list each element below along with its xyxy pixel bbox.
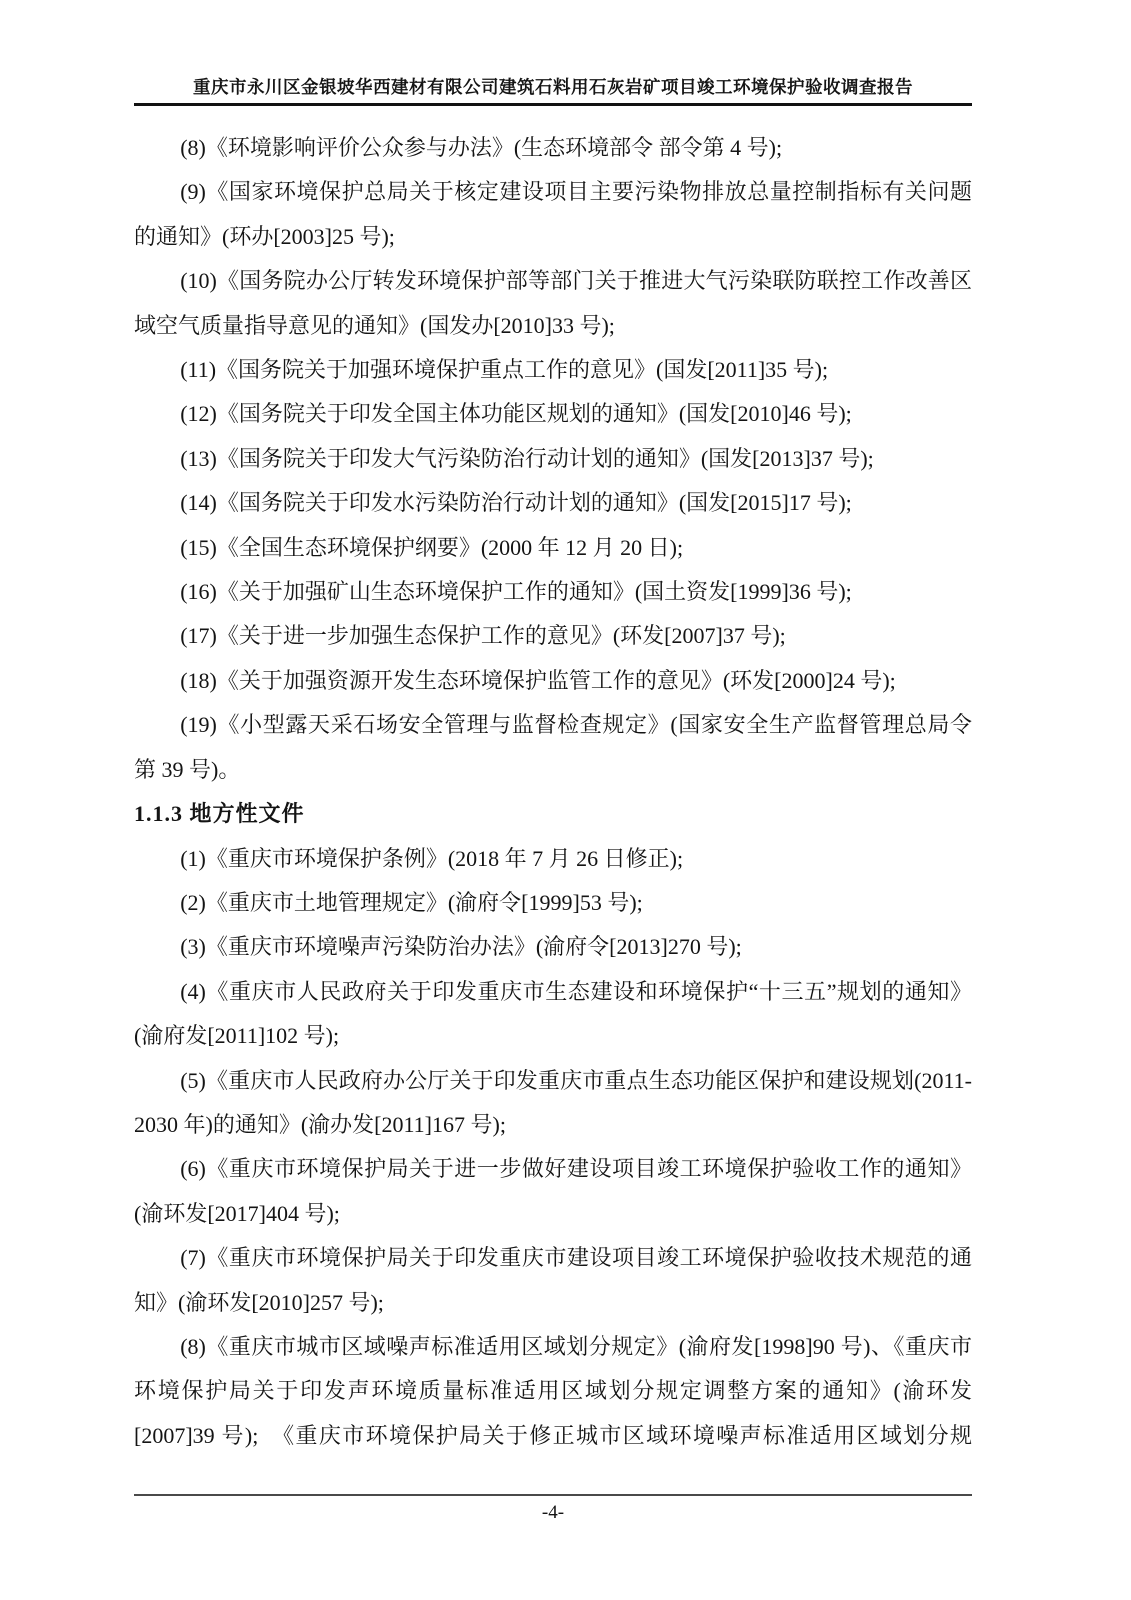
list-item: (5)《重庆市人民政府办公厅关于印发重庆市重点生态功能区保护和建设规划(2011-2030 年)的通知》(渝办发[2011]167 号);: [134, 1067, 972, 1137]
list-item: (19)《小型露天采石场安全管理与监督检查规定》(国家安全生产监督管理总局令第 39 号)。: [134, 712, 972, 782]
footer-rule: [134, 1494, 972, 1496]
list-item: (1)《重庆市环境保护条例》(2018 年 7 月 26 日修正);: [180, 845, 684, 871]
list-item: (6)《重庆市环境保护局关于进一步做好建设项目竣工环境保护验收工作的通知》(渝环发[2017]404 号);: [134, 1156, 972, 1226]
list-item: (13)《国务院关于印发大气污染防治行动计划的通知》(国发[2013]37 号);: [180, 445, 874, 471]
section-heading: 1.1.3 地方性文件: [134, 801, 305, 827]
list-item: (4)《重庆市人民政府关于印发重庆市生态建设和环境保护“十三五”规划的通知》(渝府发[2011]102 号);: [134, 978, 972, 1049]
list-item: (11)《国务院关于加强环境保护重点工作的意见》(国发[2011]35 号);: [180, 357, 829, 383]
list-item: (18)《关于加强资源开发生态环境保护监管工作的意见》(环发[2000]24 号);: [180, 667, 896, 693]
list-item: (7)《重庆市环境保护局关于印发重庆市建设项目竣工环境保护验收技术规范的通知》(渝环发[2010]257 号);: [134, 1245, 972, 1315]
list-item: (10)《国务院办公厅转发环境保护部等部门关于推进大气污染联防联控工作改善区域空气质量指导意见的通知》(国发办[2010]33 号);: [134, 268, 972, 338]
header-title: 重庆市永川区金银坡华西建材有限公司建筑石料用石灰岩矿项目竣工环境保护验收调查报告: [193, 77, 913, 97]
list-item: (3)《重庆市环境噪声污染防治办法》(渝府令[2013]270 号);: [180, 934, 742, 960]
list-item: (12)《国务院关于印发全国主体功能区规划的通知》(国发[2010]46 号);: [180, 401, 852, 427]
list-item: (17)《关于进一步加强生态保护工作的意见》(环发[2007]37 号);: [180, 623, 786, 649]
page-header: [134, 76, 972, 106]
list-item: (8)《环境影响评价公众参与办法》(生态环境部令 部令第 4 号);: [180, 135, 783, 160]
list-item: (2)《重庆市土地管理规定》(渝府令[1999]53 号);: [180, 889, 643, 915]
list-item: (15)《全国生态环境保护纲要》(2000 年 12 月 20 日);: [180, 534, 684, 560]
list-item: (8)《重庆市城市区域噪声标准适用区域划分规定》(渝府发[1998]90 号)、《重庆市环境保护局关于印发声环境质量标准适用区域划分规定调整方案的通知》(渝环发[2007]39 号); 《重庆市环境保护局关于修正城市区域环境噪声标准适用区域划分规: [134, 1333, 972, 1448]
content-area: [134, 126, 972, 1458]
list-item: (14)《国务院关于印发水污染防治行动计划的通知》(国发[2015]17 号);: [180, 490, 852, 516]
list-item: (9)《国家环境保护总局关于核定建设项目主要污染物排放总量控制指标有关问题的通知》(环办[2003]25 号);: [134, 179, 972, 249]
list-item: (16)《关于加强矿山生态环境保护工作的通知》(国土资发[1999]36 号);: [180, 579, 852, 605]
page-number: -4-: [541, 1502, 565, 1523]
